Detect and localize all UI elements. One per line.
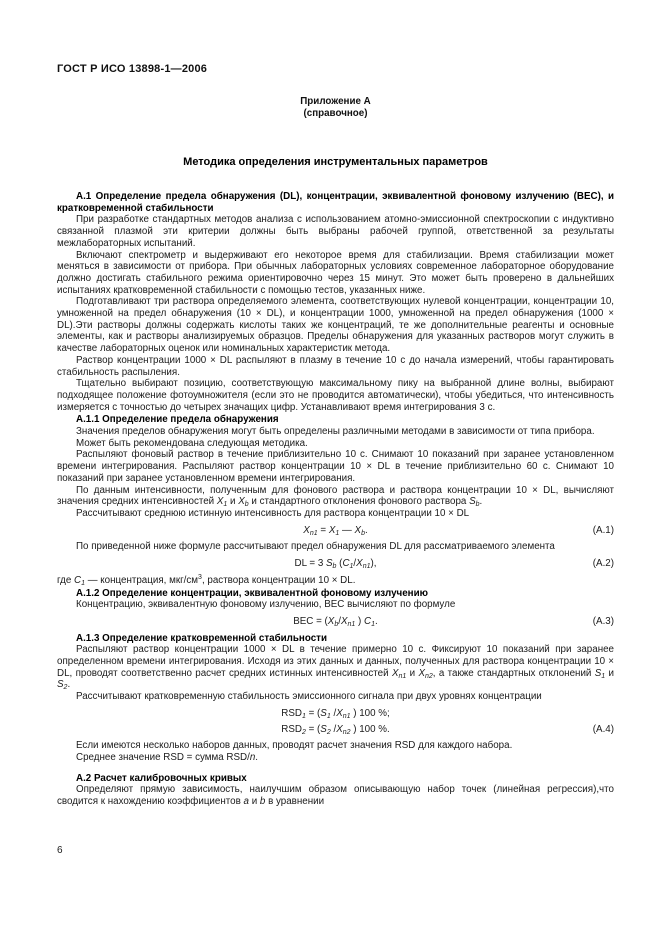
- equation-number: (А.4): [592, 723, 614, 735]
- paragraph: Раствор концентрации 1000 × DL распыляют в плазму в течение 10 с до начала измерений, чтобы гарантировать стабильность распыления.: [57, 354, 614, 378]
- paragraph: Концентрацию, эквивалентную фоновому излучению, ВЕС вычисляют по формуле: [76, 599, 456, 611]
- section-heading: А.1 Определение предела обнаружения (DL), концентрации, эквивалентной фоновому излучению (ВЕС), и кратковременной стабильности: [57, 191, 614, 214]
- formula-expression: $RSD_2 = (S_2$ $/X_{n2}$ ) 100 %.: [281, 723, 390, 736]
- paragraph: Определяют прямую зависимость, наилучшим образом описывающую набор точек (линейная регрессия),что сводится к нахождению коэффициентов a и b в уравнении: [57, 784, 614, 808]
- page-title: Методика определения инструментальных параметров: [183, 156, 488, 168]
- formula-expression: $X_{n1} = X_1$ — $X_b$.: [303, 524, 368, 537]
- section-heading: А.2 Расчет калибровочных кривых: [76, 772, 247, 784]
- annex-note: (справочное): [303, 108, 368, 119]
- section-heading: А.1.3 Определение кратковременной стабильности: [76, 632, 327, 644]
- annex-label: Приложение А: [300, 96, 371, 107]
- paragraph: Рассчитывают кратковременную стабильность эмиссионного сигнала при двух уровнях концентрации: [76, 691, 542, 703]
- equation-number: (А.2): [592, 558, 614, 570]
- section-heading: А.1.1 Определение предела обнаружения: [76, 414, 279, 426]
- paragraph: Тщательно выбирают позицию, соответствующую максимальному пику на выбранной длине волны, выбирают подходящее положение фотоумножителя (если это не проводится автоматически), чтобы убедиться, что интенсивность измеряется с точностью до четырех значащих цифр. Устанавливают время интегрирования 3 с.: [57, 378, 614, 413]
- paragraph: Среднее значение RSD = сумма RSD/n.: [76, 751, 259, 763]
- formula-expression: $RSD_1 = (S_1$ $/X_{n1}$ ) 100 %;: [281, 707, 390, 720]
- paragraph: Значения пределов обнаружения могут быть определены различными методами в зависимости от типа прибора.: [76, 426, 595, 438]
- page-content: [57, 96, 614, 808]
- paragraph: Может быть рекомендована следующая методика.: [76, 437, 308, 449]
- equation-number: (А.1): [592, 524, 614, 536]
- document-header: ГОСТ Р ИСО 13898-1—2006: [57, 63, 208, 75]
- paragraph: Подготавливают три раствора определяемого элемента, соответствующих нулевой концентрации, концентрации 10, умноженной на предел обнаружения (10 × DL), и концентрации 1000, умноженной на предел обнаружения (1000 × DL).Эти растворы должны содержать кислоты таких же концентраций, те же дополнительные реагенты и основные элементы, как и растворы анализируемых образцов. Пределы обнаружения для указанных растворов могут служить в качестве лабораторных оценок или номинальных характеристик метода.: [57, 296, 614, 355]
- formula: [57, 708, 614, 720]
- page-number: 6: [57, 845, 63, 856]
- paragraph: Распыляют фоновый раствор в течение приблизительно 10 с. Снимают 10 показаний при заранее установленном времени интегрирования. Распыляют раствор концентрации 10 × DL в течение приблизительно 60 с. Снимают 10 показаний при заранее установленном времени интегрирования.: [57, 449, 614, 484]
- paragraph: При разработке стандартных методов анализа с использованием атомно-эмиссионной спектроскопии с индуктивно связанной плазмой эти критерии должны быть выбраны рабочей группой, ответственной за результаты межлабораторных испытаний.: [57, 214, 614, 249]
- formula-expression: ВЕС = ($X_b/X_{n1}$ ) $C_1$.: [293, 615, 378, 628]
- paragraph: где $C_1$ — концентрация, мкг/$см^3$, раствора концентрации 10 × DL.: [57, 573, 356, 587]
- equation-number: (А.3): [592, 615, 614, 627]
- section-heading: А.1.2 Определение концентрации, эквивалентной фоновому излучению: [76, 587, 428, 599]
- paragraph: Распыляют раствор концентрации 1000 × DL в течение примерно 10 с. Фиксируют 10 показаний при заранее определенном времени интегрирования. Исходя из этих данных и данных, полученных для раствора концентрации 10 × DL, проводят соответственно расчет средних истинных интенсивностей $X_{n1}$ и $X_{n2}$, а также стандартных отклонений $S_1$ и $S_2$.: [57, 644, 614, 692]
- paragraph: Рассчитывают среднюю истинную интенсивность для раствора концентрации 10 × DL: [76, 507, 470, 519]
- formula: [57, 525, 614, 537]
- paragraph: По данным интенсивности, полученным для фонового раствора и раствора концентрации 10 × DL, вычисляют значения средних интенсивностей $X_1$ и $X_b$ и стандартного отклонения фонового раствора $S_b$.: [57, 484, 614, 509]
- paragraph: По приведенной ниже формуле рассчитывают предел обнаружения DL для рассматриваемого элемента: [76, 541, 555, 553]
- formula: [57, 616, 614, 628]
- paragraph: Если имеются несколько наборов данных, проводят расчет значения RSD для каждого набора.: [76, 740, 513, 752]
- formula-expression: DL = 3 $S_b$ $(C_1/X_{n1})$,: [294, 558, 377, 571]
- formula: [57, 558, 614, 570]
- paragraph: Включают спектрометр и выдерживают его некоторое время для стабилизации. Время стабилизации может меняться в зависимости от прибора. При обычных лабораторных условиях современное лабораторное оборудование должно достигать стабильного режима ориентировочно через 15 минут. Это может быть проверено в дальнейших испытаниях кратковременной стабильности с помощью тестов, указанных ниже.: [57, 249, 614, 296]
- formula: [57, 724, 614, 736]
- document-body: [57, 191, 614, 808]
